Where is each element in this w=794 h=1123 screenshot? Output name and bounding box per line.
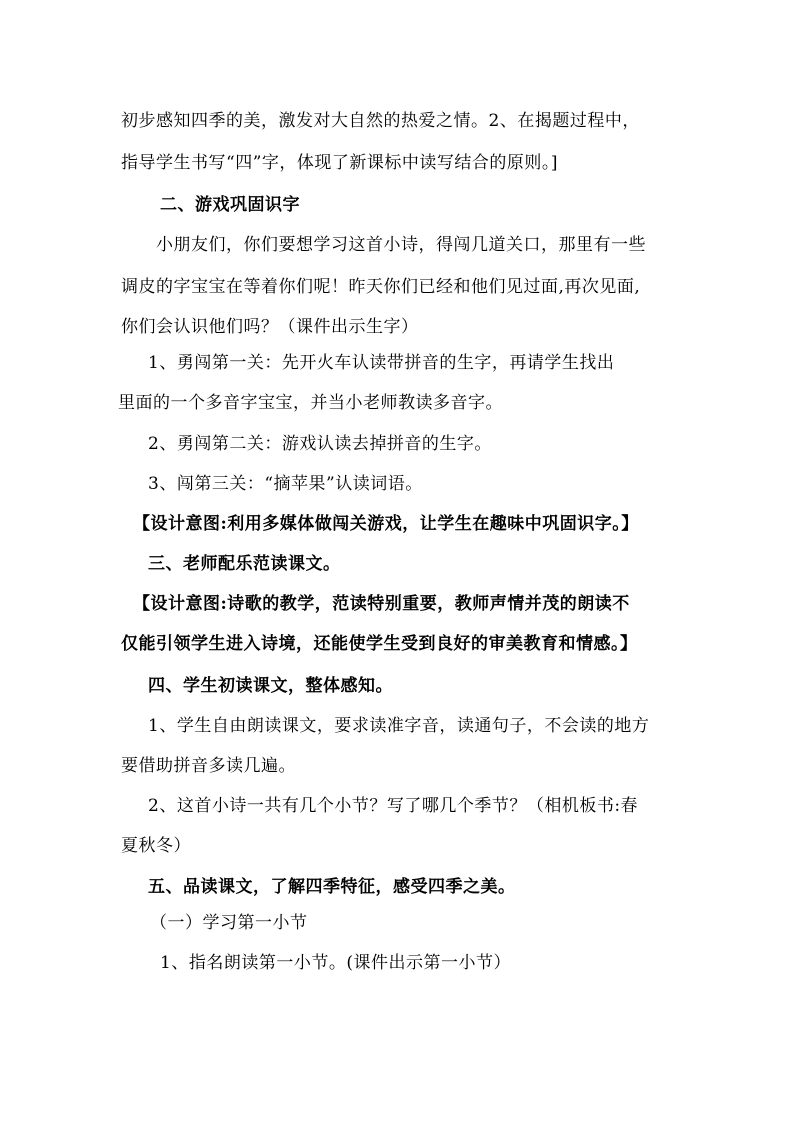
- section-heading: 五、品读课文，了解四季特征，感受四季之美。: [148, 877, 516, 897]
- list-item: 3、闯第三关：“摘苹果”认读词语。: [148, 474, 423, 494]
- section-heading: 三、老师配乐范读课文。: [148, 554, 341, 574]
- list-item: 1、勇闯第一关：先开火车认读带拼音的生字，再请学生找出: [148, 353, 615, 373]
- paragraph-line: 小朋友们，你们要想学习这首小诗，得闯几道关口，那里有一些: [156, 235, 646, 255]
- subsection-heading: （一）学习第一小节: [150, 913, 308, 933]
- paragraph-line: 要借助拼音多读几遍。: [121, 756, 296, 776]
- design-intent-note: 【设计意图:利用多媒体做闯关游戏，让学生在趣味中巩固识字。】: [133, 514, 639, 534]
- list-item: 2、这首小诗一共有几个小节？写了哪几个季节？（相机板书:春: [148, 796, 639, 816]
- paragraph-line: 初步感知四季的美，激发对大自然的热爱之情。2、在揭题过程中，: [121, 111, 640, 131]
- section-heading: 二、游戏巩固识字: [160, 195, 300, 215]
- list-item: 1、指名朗读第一小节。(课件出示第一小节）: [160, 953, 511, 973]
- list-item: 2、勇闯第二关：游戏认读去掉拼音的生字。: [148, 434, 492, 454]
- paragraph-line: 里面的一个多音字宝宝，并当小老师教读多音字。: [118, 393, 503, 413]
- list-item: 1、学生自由朗读课文，要求读准字音，读通句子，不会读的地方: [148, 716, 650, 736]
- paragraph-line: 指导学生书写“四”字，体现了新课标中读写结合的原则。]: [121, 153, 559, 173]
- design-intent-note: 【设计意图:诗歌的教学，范读特别重要，教师声情并茂的朗读不: [133, 594, 630, 614]
- design-intent-note: 仅能引领学生进入诗境，还能使学生受到良好的审美教育和情感。】: [121, 634, 638, 654]
- section-heading: 四、学生初读课文，整体感知。: [148, 676, 393, 696]
- paragraph-line: 你们会认识他们吗？（课件出示生字）: [121, 317, 419, 337]
- paragraph-line: 调皮的字宝宝在等着你们呢！昨天你们已经和他们见过面,再次见面,: [121, 277, 641, 297]
- paragraph-line: 夏秋冬）: [121, 836, 191, 856]
